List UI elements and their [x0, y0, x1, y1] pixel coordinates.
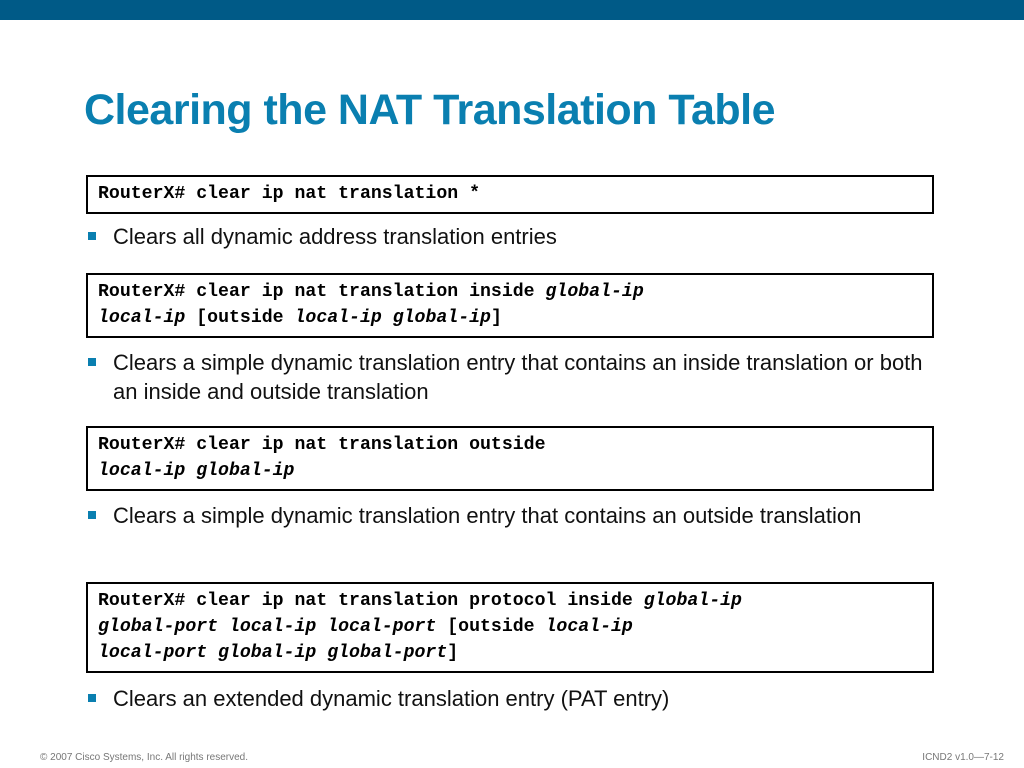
command-line: [98, 640, 922, 666]
bullet-inside: [88, 348, 948, 406]
command-box-inside: [86, 273, 934, 338]
command-keyword: [outside: [436, 617, 546, 637]
bullet-clear-all: [88, 222, 948, 251]
command-line: [98, 181, 922, 207]
command-keyword: ]: [490, 308, 502, 328]
command-keyword: RouterX# clear ip nat translation outside: [98, 435, 546, 455]
command-keyword: RouterX# clear ip nat translation protocol inside: [98, 591, 644, 611]
command-keyword: [outside: [185, 308, 295, 328]
command-line: [98, 432, 922, 458]
bullet-text: Clears all dynamic address translation entries: [113, 224, 557, 249]
command-parameter: local-ip: [98, 308, 186, 328]
command-box-clear-all: [86, 175, 934, 214]
command-keyword: RouterX# clear ip nat translation inside: [98, 282, 546, 302]
bullet-text: Clears a simple dynamic translation entry that contains an inside translation or both an inside and outside translation: [113, 350, 923, 404]
bullet-protocol: [88, 684, 948, 713]
slide-title: Clearing the NAT Translation Table: [84, 86, 776, 134]
bullet-square-icon: [88, 511, 96, 519]
command-box-outside: [86, 426, 934, 491]
command-keyword: RouterX# clear ip nat translation *: [98, 184, 480, 204]
bullet-square-icon: [88, 694, 96, 702]
command-line: [98, 588, 922, 614]
bullet-square-icon: [88, 232, 96, 240]
footer-course-id: ICND2 v1.0—7-12: [922, 752, 1004, 763]
bullet-square-icon: [88, 358, 96, 366]
command-parameter: local-ip global-ip: [98, 461, 295, 481]
command-line: [98, 458, 922, 484]
command-parameter: local-ip: [545, 617, 633, 637]
bullet-text: Clears an extended dynamic translation entry (PAT entry): [113, 686, 670, 711]
command-box-protocol: [86, 582, 934, 673]
command-parameter: global-ip: [643, 591, 742, 611]
command-line: [98, 305, 922, 331]
command-line: [98, 614, 922, 640]
command-parameter: local-port global-ip global-port: [98, 643, 448, 663]
footer-copyright: © 2007 Cisco Systems, Inc. All rights reserved.: [40, 752, 249, 763]
command-parameter: global-ip: [545, 282, 644, 302]
bullet-text: Clears a simple dynamic translation entry that contains an outside translation: [113, 503, 862, 528]
command-line: [98, 279, 922, 305]
command-parameter: global-port local-ip local-port: [98, 617, 437, 637]
command-keyword: ]: [447, 643, 459, 663]
command-parameter: local-ip global-ip: [294, 308, 491, 328]
top-banner: [0, 0, 1024, 20]
bullet-outside: [88, 501, 948, 530]
